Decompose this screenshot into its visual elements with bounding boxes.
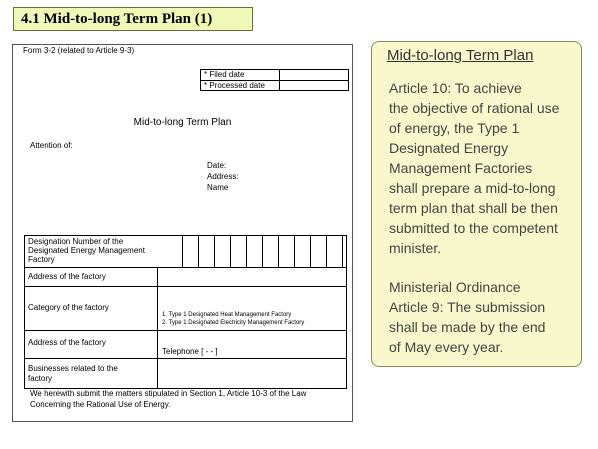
- explanation-line: minister.: [389, 240, 442, 256]
- explanation-line: Designated Energy: [389, 140, 509, 156]
- category-label: Category of the factory: [28, 303, 109, 312]
- filed-processed-box: [200, 69, 349, 91]
- businesses-label-line1: Businesses related to the: [28, 364, 118, 373]
- filed-box-divider: [279, 70, 280, 90]
- address-factory-label: Address of the factory: [28, 272, 106, 281]
- number-box-divider: [278, 236, 279, 267]
- number-box-divider: [342, 236, 343, 267]
- slide-title: 4.1 Mid-to-long Term Plan (1): [21, 11, 213, 27]
- designation-label-line1: Designation Number of the: [28, 237, 124, 246]
- processed-date-label: * Processed date: [204, 81, 265, 90]
- table-divider: [182, 236, 183, 267]
- table-divider: [157, 267, 158, 389]
- address-label: Address:: [207, 172, 239, 181]
- explanation-line: Article 10: To achieve: [389, 80, 522, 96]
- form-reference: Form 3-2 (related to Article 9-3): [23, 46, 135, 55]
- table-divider: [25, 286, 346, 287]
- submission-statement-line1: We herewith submit the matters stipulated in Section 1, Article 10-3 of the Law: [30, 389, 307, 398]
- explanation-line: term plan that shall be then: [389, 200, 558, 216]
- explanation-line: Ministerial Ordinance: [389, 279, 521, 295]
- slide-title-box: [13, 7, 253, 31]
- filed-date-row: [201, 70, 348, 81]
- category-option-heat: 1. Type 1 Designated Heat Management Factory: [162, 312, 292, 318]
- attention-label: Attention of:: [30, 141, 73, 150]
- explanation-panel: [371, 41, 582, 367]
- designation-label-line3: Factory: [28, 255, 55, 264]
- explanation-line: Article 9: The submission: [389, 299, 546, 315]
- explanation-line: Management Factories: [389, 160, 533, 176]
- designation-label-line2: Designated Energy Management: [28, 246, 145, 255]
- table-divider: [25, 267, 346, 268]
- explanation-line: of May every year.: [389, 339, 504, 355]
- number-box-divider: [262, 236, 263, 267]
- explanation-line: submitted to the competent: [389, 220, 558, 236]
- category-option-electricity: 2. Type 1 Designated Electricity Management Factory: [162, 320, 305, 326]
- number-box-divider: [326, 236, 327, 267]
- address-factory-label-2: Address of the factory: [28, 338, 106, 347]
- explanation-line: shall be made by the end: [389, 319, 546, 335]
- number-box-divider: [294, 236, 295, 267]
- name-label: Name: [207, 183, 229, 192]
- telephone-field: Telephone [ - - ]: [162, 347, 218, 356]
- explanation-line: of energy, the Type 1: [389, 120, 520, 136]
- number-box-divider: [214, 236, 215, 267]
- number-box-divider: [310, 236, 311, 267]
- factory-info-table: [24, 235, 347, 389]
- filed-date-label: * Filed date: [204, 70, 245, 79]
- explanation-heading: Mid-to-long Term Plan: [387, 47, 534, 64]
- form-title: Mid-to-long Term Plan: [133, 117, 232, 128]
- form-document: [12, 44, 353, 422]
- businesses-label-line2: factory: [28, 374, 53, 383]
- number-box-divider: [246, 236, 247, 267]
- explanation-line: the objective of rational use: [389, 100, 560, 116]
- date-label: Date:: [207, 161, 227, 170]
- number-box-divider: [230, 236, 231, 267]
- submission-statement-line2: Concerning the Rational Use of Energy.: [30, 400, 171, 409]
- processed-date-row: [201, 81, 348, 91]
- explanation-line: shall prepare a mid-to-long: [389, 180, 556, 196]
- table-divider: [25, 330, 346, 331]
- table-divider: [25, 358, 346, 359]
- number-box-divider: [198, 236, 199, 267]
